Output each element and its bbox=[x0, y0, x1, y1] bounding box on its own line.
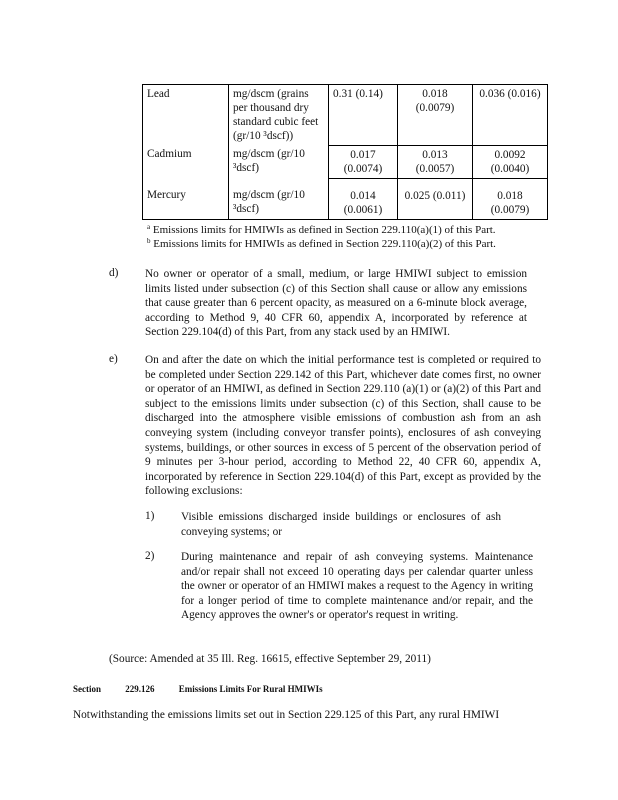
units-cell: mg/dscm (gr/10 ³dscf) bbox=[229, 178, 329, 219]
exclusion-label: 1) bbox=[145, 510, 155, 522]
subsection-label: e) bbox=[109, 353, 118, 365]
section-title: Emissions Limits For Rural HMIWIs bbox=[178, 684, 323, 694]
limit-cell: 0.018 (0.0079) bbox=[473, 178, 548, 219]
limit-cell: 0.31 (0.14) bbox=[329, 85, 398, 146]
limit-cell: 0.017 (0.0074) bbox=[329, 145, 398, 178]
section-word: Section bbox=[73, 684, 101, 694]
footnote-a bbox=[147, 224, 496, 237]
table-row bbox=[143, 145, 548, 178]
subsection-label: d) bbox=[109, 267, 119, 279]
section-number: 229.126 bbox=[125, 684, 155, 694]
footnote-mark: a bbox=[147, 223, 151, 231]
exclusion-text: During maintenance and repair of ash conveying systems. Maintenance and/or repair shall not exceed 10 operating days per calendar quarter unless the owner or operator of an HMIWI makes a request to the Agency in writing for a longer period of time to complete maintenance and/or repair, and the Agency approves the owner's or operator's request in writing. bbox=[181, 551, 533, 622]
emission-limits-table bbox=[142, 84, 548, 220]
exclusion-text: Visible emissions discharged inside buildings or enclosures of ash conveying systems; or bbox=[181, 511, 501, 538]
pollutant-cell: Mercury bbox=[143, 178, 229, 219]
section-heading bbox=[73, 684, 345, 694]
limit-cell: 0.014 (0.0061) bbox=[329, 178, 398, 219]
footnote-text: Emissions limits for HMIWIs as defined in Section 229.110(a)(1) of this Part. bbox=[152, 224, 496, 236]
body-paragraph: Notwithstanding the emissions limits set out in Section 229.125 of this Part, any rural HMIWI bbox=[73, 709, 500, 721]
limit-cell: 0.013 (0.0057) bbox=[398, 145, 473, 178]
table-row bbox=[143, 178, 548, 219]
footnote-mark: b bbox=[147, 237, 151, 245]
subsection-d-text: No owner or operator of a small, medium, or large HMIWI subject to emission limits listed under subsection (c) of this Section shall cause or allow any emissions that cause greater than 6 percent opacity, as measured on a 6-minute block average, according to Method 9, 40 CFR 60, appendix A, incorporated by reference at Section 229.104(d) of this Part, from any stack used by an HMIWI. bbox=[145, 268, 527, 339]
pollutant-cell: Cadmium bbox=[143, 145, 229, 178]
subsection-e-text: On and after the date on which the initial performance test is completed or required to be completed under Section 229.142 of this Part, whichever date comes first, no owner or operator of an HMIWI, as defined in Section 229.110 (a)(1) or (a)(2) of this Part and subject to the emissions limits under subsection (c) of this Section, shall cause to be discharged into the atmosphere visible emissions of combustion ash from an ash conveying system (including conveyor transfer points), enclosures of ash conveying systems, buildings, or other sources in excess of 5 percent of the observation period of 9 minutes per 3-hour period, according to Method 22, 40 CFR 60, appendix A, incorporated by reference in Section 229.104(d) of this Part, except as provided by the following exclusions: bbox=[145, 354, 541, 498]
exclusion-label: 2) bbox=[145, 550, 155, 562]
source-note: (Source: Amended at 35 Ill. Reg. 16615, effective September 29, 2011) bbox=[109, 653, 431, 665]
limit-cell: 0.018 (0.0079) bbox=[398, 85, 473, 146]
footnote-b bbox=[147, 238, 496, 251]
limit-cell: 0.036 (0.016) bbox=[473, 85, 548, 146]
units-cell: mg/dscm (gr/10 ³dscf) bbox=[229, 145, 329, 178]
limit-cell: 0.025 (0.011) bbox=[398, 178, 473, 219]
pollutant-cell: Lead bbox=[143, 85, 229, 146]
units-cell: mg/dscm (grains per thousand dry standard cubic feet (gr/10 ³dscf)) bbox=[229, 85, 329, 146]
limit-cell: 0.0092 (0.0040) bbox=[473, 145, 548, 178]
table-row bbox=[143, 85, 548, 146]
footnote-text: Emissions limits for HMIWIs as defined in Section 229.110(a)(2) of this Part. bbox=[153, 238, 496, 250]
